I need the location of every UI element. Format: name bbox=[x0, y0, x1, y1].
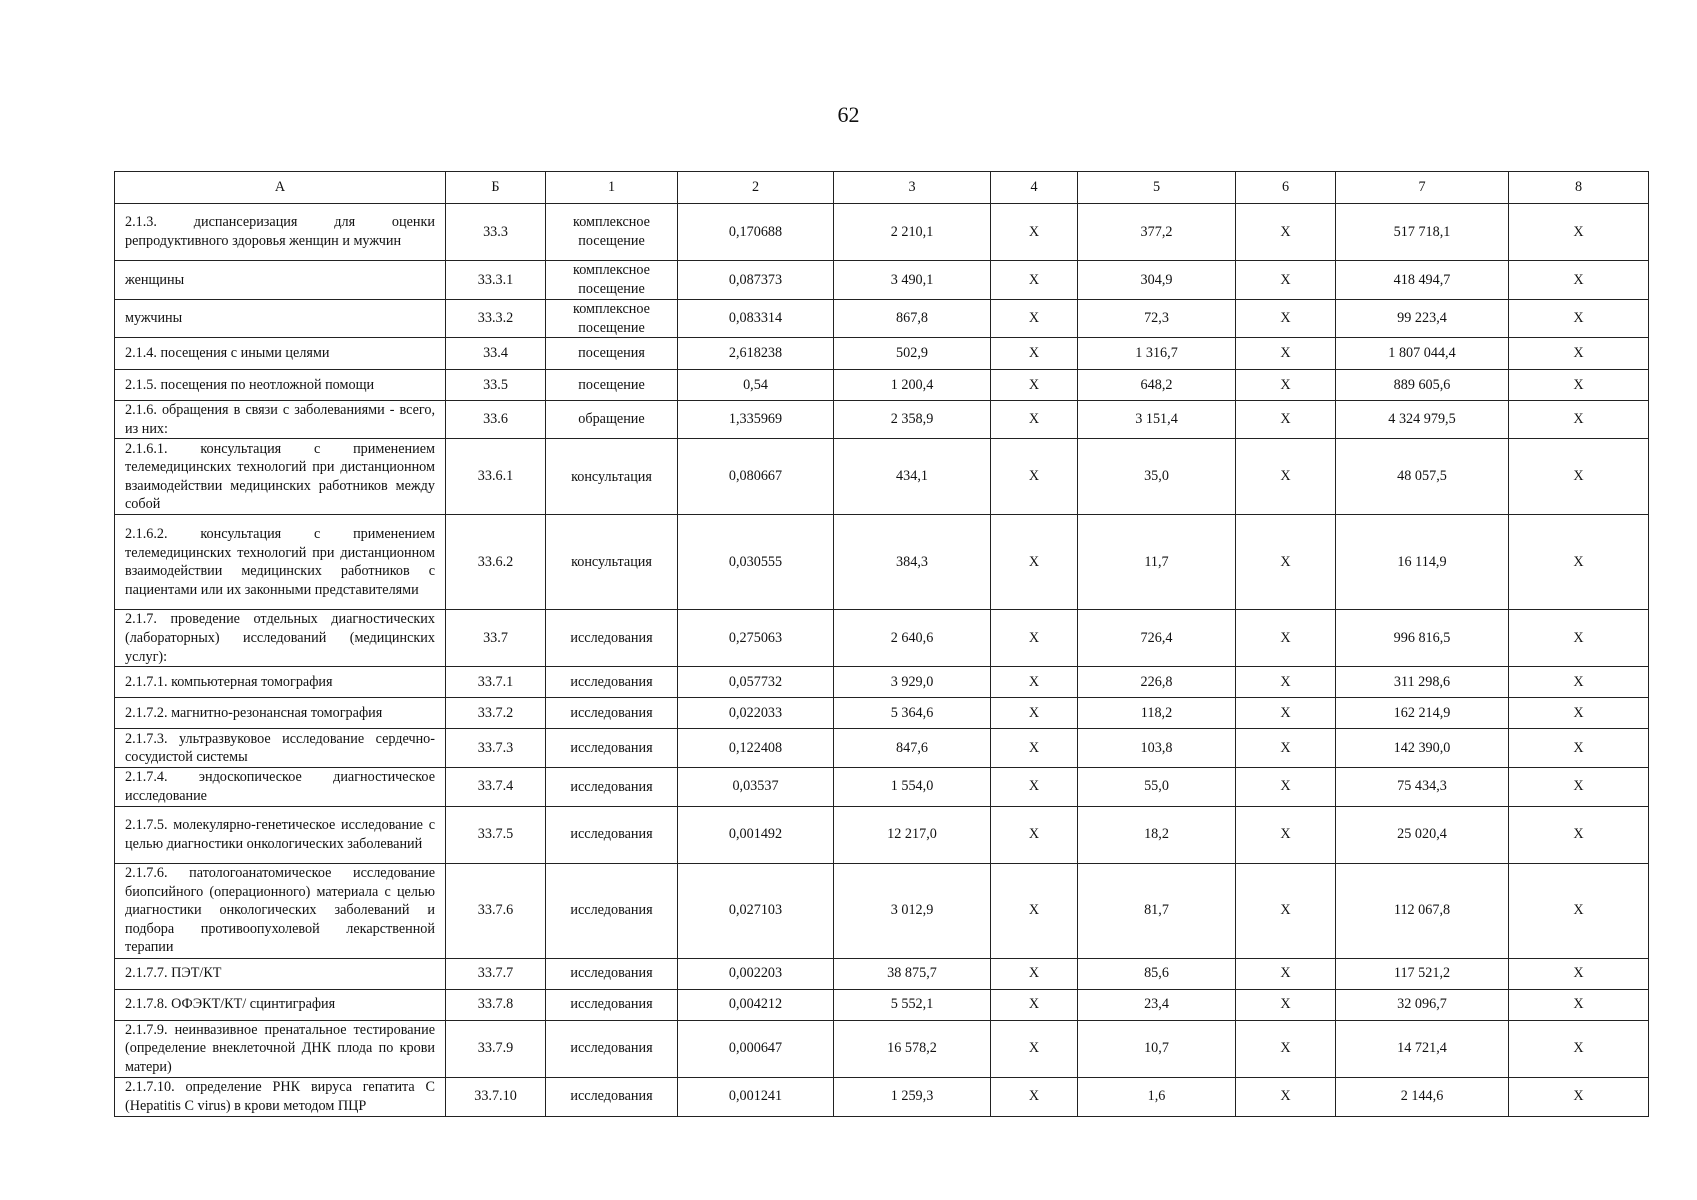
cell-col5: 55,0 bbox=[1078, 768, 1236, 806]
row-unit: исследования bbox=[546, 1077, 678, 1116]
cell-col7: 517 718,1 bbox=[1336, 204, 1509, 261]
cell-col4: Х bbox=[991, 300, 1078, 338]
cell-col2: 0,170688 bbox=[678, 204, 834, 261]
row-unit: комплексное посещение bbox=[546, 204, 678, 261]
row-name: 2.1.7.2. магнитно-резонансная томография bbox=[115, 698, 446, 729]
cell-col3: 2 210,1 bbox=[834, 204, 991, 261]
cell-col4: Х bbox=[991, 989, 1078, 1020]
row-code: 33.6 bbox=[446, 401, 546, 439]
cell-col6: Х bbox=[1236, 1020, 1336, 1077]
row-unit: исследования bbox=[546, 806, 678, 863]
cell-col5: 103,8 bbox=[1078, 729, 1236, 768]
row-code: 33.6.1 bbox=[446, 439, 546, 515]
cell-col5: 304,9 bbox=[1078, 261, 1236, 300]
row-code: 33.7.2 bbox=[446, 698, 546, 729]
row-name: 2.1.4. посещения с иными целями bbox=[115, 338, 446, 370]
row-name: 2.1.7.7. ПЭТ/КТ bbox=[115, 958, 446, 989]
table-row bbox=[115, 729, 1649, 768]
cell-col4: Х bbox=[991, 729, 1078, 768]
cell-col8: Х bbox=[1509, 1020, 1649, 1077]
cell-col3: 1 259,3 bbox=[834, 1077, 991, 1116]
cell-col5: 23,4 bbox=[1078, 989, 1236, 1020]
cell-col3: 384,3 bbox=[834, 515, 991, 610]
table-row bbox=[115, 768, 1649, 806]
table-row bbox=[115, 1077, 1649, 1116]
cell-col6: Х bbox=[1236, 863, 1336, 958]
row-name: 2.1.6.2. консультация с применением телемедицинских технологий при дистанционном взаимодействии медицинских работников с пациентами или их законными представителями bbox=[115, 515, 446, 610]
row-name: 2.1.7.9. неинвазивное пренатальное тестирование (определение внеклеточной ДНК плода по крови матери) bbox=[115, 1020, 446, 1077]
cell-col4: Х bbox=[991, 610, 1078, 667]
column-header: 6 bbox=[1236, 172, 1336, 204]
cell-col5: 1,6 bbox=[1078, 1077, 1236, 1116]
cell-col6: Х bbox=[1236, 261, 1336, 300]
cell-col5: 10,7 bbox=[1078, 1020, 1236, 1077]
cell-col7: 48 057,5 bbox=[1336, 439, 1509, 515]
cell-col4: Х bbox=[991, 515, 1078, 610]
row-unit: исследования bbox=[546, 610, 678, 667]
cell-col5: 648,2 bbox=[1078, 370, 1236, 401]
cell-col7: 4 324 979,5 bbox=[1336, 401, 1509, 439]
table-row bbox=[115, 261, 1649, 300]
cell-col2: 0,122408 bbox=[678, 729, 834, 768]
cell-col3: 502,9 bbox=[834, 338, 991, 370]
column-header: 2 bbox=[678, 172, 834, 204]
cell-col7: 117 521,2 bbox=[1336, 958, 1509, 989]
row-code: 33.7.6 bbox=[446, 863, 546, 958]
cell-col2: 0,002203 bbox=[678, 958, 834, 989]
cell-col7: 112 067,8 bbox=[1336, 863, 1509, 958]
cell-col2: 0,001492 bbox=[678, 806, 834, 863]
cell-col2: 0,080667 bbox=[678, 439, 834, 515]
cell-col4: Х bbox=[991, 958, 1078, 989]
header-row bbox=[115, 172, 1649, 204]
cell-col8: Х bbox=[1509, 729, 1649, 768]
row-code: 33.3.2 bbox=[446, 300, 546, 338]
cell-col5: 85,6 bbox=[1078, 958, 1236, 989]
cell-col7: 1 807 044,4 bbox=[1336, 338, 1509, 370]
row-code: 33.7.3 bbox=[446, 729, 546, 768]
cell-col6: Х bbox=[1236, 204, 1336, 261]
cell-col8: Х bbox=[1509, 667, 1649, 698]
cell-col2: 0,027103 bbox=[678, 863, 834, 958]
row-name: 2.1.7.4. эндоскопическое диагностическое исследование bbox=[115, 768, 446, 806]
row-name: мужчины bbox=[115, 300, 446, 338]
cell-col2: 0,54 bbox=[678, 370, 834, 401]
row-code: 33.6.2 bbox=[446, 515, 546, 610]
cell-col4: Х bbox=[991, 768, 1078, 806]
row-unit: посещения bbox=[546, 338, 678, 370]
cell-col7: 311 298,6 bbox=[1336, 667, 1509, 698]
cell-col5: 11,7 bbox=[1078, 515, 1236, 610]
row-unit: исследования bbox=[546, 729, 678, 768]
row-code: 33.5 bbox=[446, 370, 546, 401]
row-name: 2.1.7.1. компьютерная томография bbox=[115, 667, 446, 698]
cell-col5: 3 151,4 bbox=[1078, 401, 1236, 439]
column-header: 1 bbox=[546, 172, 678, 204]
cell-col6: Х bbox=[1236, 698, 1336, 729]
cell-col4: Х bbox=[991, 370, 1078, 401]
row-name: 2.1.6. обращения в связи с заболеваниями - всего, из них: bbox=[115, 401, 446, 439]
cell-col8: Х bbox=[1509, 439, 1649, 515]
cell-col6: Х bbox=[1236, 300, 1336, 338]
cell-col6: Х bbox=[1236, 338, 1336, 370]
cell-col7: 162 214,9 bbox=[1336, 698, 1509, 729]
row-name: 2.1.7. проведение отдельных диагностических (лабораторных) исследований (медицинских услуг): bbox=[115, 610, 446, 667]
table-row bbox=[115, 300, 1649, 338]
cell-col2: 1,335969 bbox=[678, 401, 834, 439]
cell-col3: 16 578,2 bbox=[834, 1020, 991, 1077]
cell-col7: 142 390,0 bbox=[1336, 729, 1509, 768]
table-row bbox=[115, 958, 1649, 989]
cell-col3: 1 200,4 bbox=[834, 370, 991, 401]
cell-col8: Х bbox=[1509, 610, 1649, 667]
row-name: 2.1.3. диспансеризация для оценки репродуктивного здоровья женщин и мужчин bbox=[115, 204, 446, 261]
cell-col4: Х bbox=[991, 1020, 1078, 1077]
cell-col8: Х bbox=[1509, 261, 1649, 300]
cell-col5: 72,3 bbox=[1078, 300, 1236, 338]
cell-col8: Х bbox=[1509, 989, 1649, 1020]
cell-col6: Х bbox=[1236, 370, 1336, 401]
cell-col2: 0,057732 bbox=[678, 667, 834, 698]
table-row bbox=[115, 989, 1649, 1020]
cell-col5: 35,0 bbox=[1078, 439, 1236, 515]
column-header: 5 bbox=[1078, 172, 1236, 204]
row-unit: исследования bbox=[546, 698, 678, 729]
row-name: 2.1.7.8. ОФЭКТ/КТ/ сцинтиграфия bbox=[115, 989, 446, 1020]
cell-col4: Х bbox=[991, 1077, 1078, 1116]
table-row bbox=[115, 863, 1649, 958]
table-row bbox=[115, 370, 1649, 401]
column-header: 7 bbox=[1336, 172, 1509, 204]
cell-col6: Х bbox=[1236, 958, 1336, 989]
cell-col4: Х bbox=[991, 204, 1078, 261]
cell-col3: 1 554,0 bbox=[834, 768, 991, 806]
row-unit: посещение bbox=[546, 370, 678, 401]
cell-col6: Х bbox=[1236, 729, 1336, 768]
cell-col2: 0,03537 bbox=[678, 768, 834, 806]
cell-col5: 1 316,7 bbox=[1078, 338, 1236, 370]
cell-col8: Х bbox=[1509, 300, 1649, 338]
column-header: 4 bbox=[991, 172, 1078, 204]
table-row bbox=[115, 610, 1649, 667]
cell-col4: Х bbox=[991, 439, 1078, 515]
row-name: 2.1.7.10. определение РНК вируса гепатита С (Hepatitis C virus) в крови методом ПЦР bbox=[115, 1077, 446, 1116]
cell-col8: Х bbox=[1509, 768, 1649, 806]
row-unit: исследования bbox=[546, 768, 678, 806]
cell-col7: 889 605,6 bbox=[1336, 370, 1509, 401]
row-unit: исследования bbox=[546, 667, 678, 698]
table-row bbox=[115, 667, 1649, 698]
cell-col3: 2 358,9 bbox=[834, 401, 991, 439]
cell-col3: 434,1 bbox=[834, 439, 991, 515]
table-row bbox=[115, 515, 1649, 610]
cell-col3: 3 490,1 bbox=[834, 261, 991, 300]
cell-col5: 18,2 bbox=[1078, 806, 1236, 863]
row-code: 33.3 bbox=[446, 204, 546, 261]
cell-col8: Х bbox=[1509, 338, 1649, 370]
cell-col6: Х bbox=[1236, 439, 1336, 515]
cell-col8: Х bbox=[1509, 204, 1649, 261]
cell-col5: 726,4 bbox=[1078, 610, 1236, 667]
cell-col8: Х bbox=[1509, 515, 1649, 610]
cell-col8: Х bbox=[1509, 958, 1649, 989]
row-unit: консультация bbox=[546, 439, 678, 515]
cell-col4: Х bbox=[991, 698, 1078, 729]
table-row bbox=[115, 439, 1649, 515]
table-row bbox=[115, 338, 1649, 370]
table-row bbox=[115, 204, 1649, 261]
row-unit: исследования bbox=[546, 863, 678, 958]
table-row bbox=[115, 698, 1649, 729]
cell-col3: 12 217,0 bbox=[834, 806, 991, 863]
cell-col4: Х bbox=[991, 667, 1078, 698]
cell-col4: Х bbox=[991, 401, 1078, 439]
row-code: 33.7.10 bbox=[446, 1077, 546, 1116]
row-unit: комплексное посещение bbox=[546, 261, 678, 300]
row-code: 33.7.1 bbox=[446, 667, 546, 698]
page-number: 62 bbox=[837, 102, 860, 127]
cell-col4: Х bbox=[991, 806, 1078, 863]
column-header: 8 bbox=[1509, 172, 1649, 204]
cell-col6: Х bbox=[1236, 989, 1336, 1020]
cell-col7: 32 096,7 bbox=[1336, 989, 1509, 1020]
cell-col2: 0,087373 bbox=[678, 261, 834, 300]
row-unit: обращение bbox=[546, 401, 678, 439]
cell-col8: Х bbox=[1509, 863, 1649, 958]
cell-col4: Х bbox=[991, 261, 1078, 300]
row-unit: комплексное посещение bbox=[546, 300, 678, 338]
row-code: 33.4 bbox=[446, 338, 546, 370]
row-code: 33.3.1 bbox=[446, 261, 546, 300]
table-row bbox=[115, 806, 1649, 863]
cell-col3: 5 364,6 bbox=[834, 698, 991, 729]
cell-col6: Х bbox=[1236, 806, 1336, 863]
cell-col3: 2 640,6 bbox=[834, 610, 991, 667]
row-name: 2.1.7.3. ультразвуковое исследование сердечно-сосудистой системы bbox=[115, 729, 446, 768]
cell-col7: 2 144,6 bbox=[1336, 1077, 1509, 1116]
column-header: 3 bbox=[834, 172, 991, 204]
cell-col8: Х bbox=[1509, 1077, 1649, 1116]
cell-col2: 2,618238 bbox=[678, 338, 834, 370]
table-row bbox=[115, 401, 1649, 439]
cell-col5: 377,2 bbox=[1078, 204, 1236, 261]
cell-col7: 996 816,5 bbox=[1336, 610, 1509, 667]
cell-col5: 226,8 bbox=[1078, 667, 1236, 698]
cell-col3: 3 929,0 bbox=[834, 667, 991, 698]
cell-col7: 75 434,3 bbox=[1336, 768, 1509, 806]
cell-col6: Х bbox=[1236, 768, 1336, 806]
row-unit: консультация bbox=[546, 515, 678, 610]
cell-col2: 0,000647 bbox=[678, 1020, 834, 1077]
cell-col7: 14 721,4 bbox=[1336, 1020, 1509, 1077]
cell-col6: Х bbox=[1236, 1077, 1336, 1116]
row-unit: исследования bbox=[546, 989, 678, 1020]
row-code: 33.7.9 bbox=[446, 1020, 546, 1077]
cell-col2: 0,275063 bbox=[678, 610, 834, 667]
cell-col6: Х bbox=[1236, 610, 1336, 667]
cell-col8: Х bbox=[1509, 806, 1649, 863]
row-code: 33.7.7 bbox=[446, 958, 546, 989]
column-header: А bbox=[115, 172, 446, 204]
cell-col8: Х bbox=[1509, 370, 1649, 401]
row-name: женщины bbox=[115, 261, 446, 300]
cell-col2: 0,001241 bbox=[678, 1077, 834, 1116]
row-code: 33.7.5 bbox=[446, 806, 546, 863]
cell-col8: Х bbox=[1509, 401, 1649, 439]
cell-col3: 867,8 bbox=[834, 300, 991, 338]
cell-col2: 0,004212 bbox=[678, 989, 834, 1020]
cell-col3: 847,6 bbox=[834, 729, 991, 768]
row-name: 2.1.6.1. консультация с применением телемедицинских технологий при дистанционном взаимодействии медицинских работников между собой bbox=[115, 439, 446, 515]
cell-col7: 25 020,4 bbox=[1336, 806, 1509, 863]
row-name: 2.1.7.6. патологоанатомическое исследование биопсийного (операционного) материала с целью диагностики онкологических заболеваний и подбора противоопухолевой лекарственной терапии bbox=[115, 863, 446, 958]
data-table bbox=[114, 171, 1649, 1117]
table-row bbox=[115, 1020, 1649, 1077]
row-code: 33.7.4 bbox=[446, 768, 546, 806]
row-name: 2.1.7.5. молекулярно-генетическое исследование с целью диагностики онкологических заболеваний bbox=[115, 806, 446, 863]
cell-col6: Х bbox=[1236, 515, 1336, 610]
row-code: 33.7.8 bbox=[446, 989, 546, 1020]
row-unit: исследования bbox=[546, 1020, 678, 1077]
cell-col5: 118,2 bbox=[1078, 698, 1236, 729]
cell-col7: 418 494,7 bbox=[1336, 261, 1509, 300]
cell-col4: Х bbox=[991, 863, 1078, 958]
cell-col3: 38 875,7 bbox=[834, 958, 991, 989]
row-code: 33.7 bbox=[446, 610, 546, 667]
cell-col2: 0,030555 bbox=[678, 515, 834, 610]
cell-col3: 5 552,1 bbox=[834, 989, 991, 1020]
cell-col2: 0,083314 bbox=[678, 300, 834, 338]
cell-col8: Х bbox=[1509, 698, 1649, 729]
cell-col7: 16 114,9 bbox=[1336, 515, 1509, 610]
cell-col5: 81,7 bbox=[1078, 863, 1236, 958]
cell-col3: 3 012,9 bbox=[834, 863, 991, 958]
cell-col4: Х bbox=[991, 338, 1078, 370]
column-header: Б bbox=[446, 172, 546, 204]
cell-col2: 0,022033 bbox=[678, 698, 834, 729]
cell-col6: Х bbox=[1236, 667, 1336, 698]
row-unit: исследования bbox=[546, 958, 678, 989]
row-name: 2.1.5. посещения по неотложной помощи bbox=[115, 370, 446, 401]
cell-col6: Х bbox=[1236, 401, 1336, 439]
cell-col7: 99 223,4 bbox=[1336, 300, 1509, 338]
